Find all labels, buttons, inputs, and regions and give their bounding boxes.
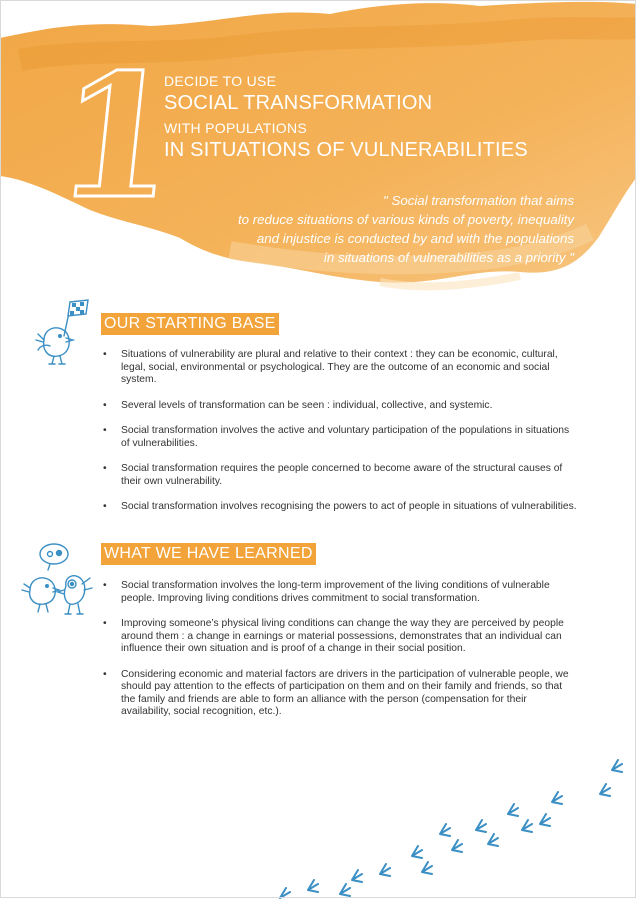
footprint-icon — [552, 792, 562, 804]
quote-line: and injustice is conducted by and with the populations — [256, 231, 574, 246]
footprint-icon — [412, 846, 422, 858]
list-item: • Social transformation requires the people concerned to become aware of the structural causes of their own vulnerability. — [100, 463, 578, 488]
intro-quote — [154, 191, 574, 267]
footprint-icon — [280, 888, 290, 898]
learned-list — [100, 580, 578, 732]
footprint-icon — [522, 820, 532, 832]
footprint-icon — [508, 804, 518, 816]
list-item: • Social transformation involves the long-term improvement of the living conditions of vulnerable people. Improving living conditions drives commitment to social transformation. — [100, 580, 578, 605]
footprint-icon — [380, 864, 390, 876]
list-item: • Several levels of transformation can be seen : individual, collective, and systemic. — [100, 400, 578, 413]
chapter-heading — [164, 72, 528, 163]
heading-line-4: IN SITUATIONS OF VULNERABILITIES — [164, 139, 528, 161]
bird-with-flag-illustration — [30, 296, 100, 368]
heading-line-3: WITH POPULATIONS — [164, 120, 307, 136]
footprint-icon — [308, 880, 318, 892]
section-title-what-we-learned: WHAT WE HAVE LEARNED — [101, 543, 316, 565]
list-item: • Considering economic and material factors are drivers in the participation of vulnerable people, we should pay attention to the effects of participation on them and on their family and friends, so that the family and friends are able to form an alliance with the person (compensation for their availability, social recognition, etc.). — [100, 669, 578, 719]
quote-line: to reduce situations of various kinds of poverty, inequality — [237, 212, 574, 227]
quote-line: in situations of vulnerabilities as a priority " — [323, 250, 574, 265]
footprint-icon — [440, 824, 450, 836]
starting-base-list — [100, 349, 578, 527]
list-item: • Social transformation involves the active and voluntary participation of the populations in situations of vulnerabilities. — [100, 425, 578, 450]
two-birds-illustration — [20, 540, 102, 622]
footprint-icon — [600, 784, 610, 796]
footprint-icon — [452, 840, 462, 852]
footprint-icon — [540, 814, 550, 826]
quote-line: " Social transformation that aims — [383, 193, 574, 208]
heading-line-1: DECIDE TO USE — [164, 73, 277, 89]
footprint-icon — [422, 862, 432, 874]
bird-footprints-decoration — [250, 750, 636, 900]
footprint-icon — [340, 884, 350, 896]
footprint-icon — [476, 820, 486, 832]
heading-line-2: SOCIAL TRANSFORMATION — [164, 92, 433, 114]
section-title-starting-base: OUR STARTING BASE — [101, 313, 279, 335]
footprint-icon — [352, 870, 362, 882]
chapter-number: 1 — [47, 37, 187, 237]
footprint-icon — [612, 760, 622, 772]
list-item: • Situations of vulnerability are plural and relative to their context : they can be economic, cultural, legal, social, environmental or psychological. They are the outcome of an economic and social system. — [100, 349, 578, 387]
list-item: • Social transformation involves recognising the powers to act of people in situations of vulnerabilities. — [100, 501, 578, 514]
footprint-icon — [488, 834, 498, 846]
list-item: • Improving someone’s physical living conditions can change the way they are perceived by people around them : a change in earnings or material possessions, demonstrates that an individual can influence their own situation and is proof of a change in their social position. — [100, 618, 578, 656]
